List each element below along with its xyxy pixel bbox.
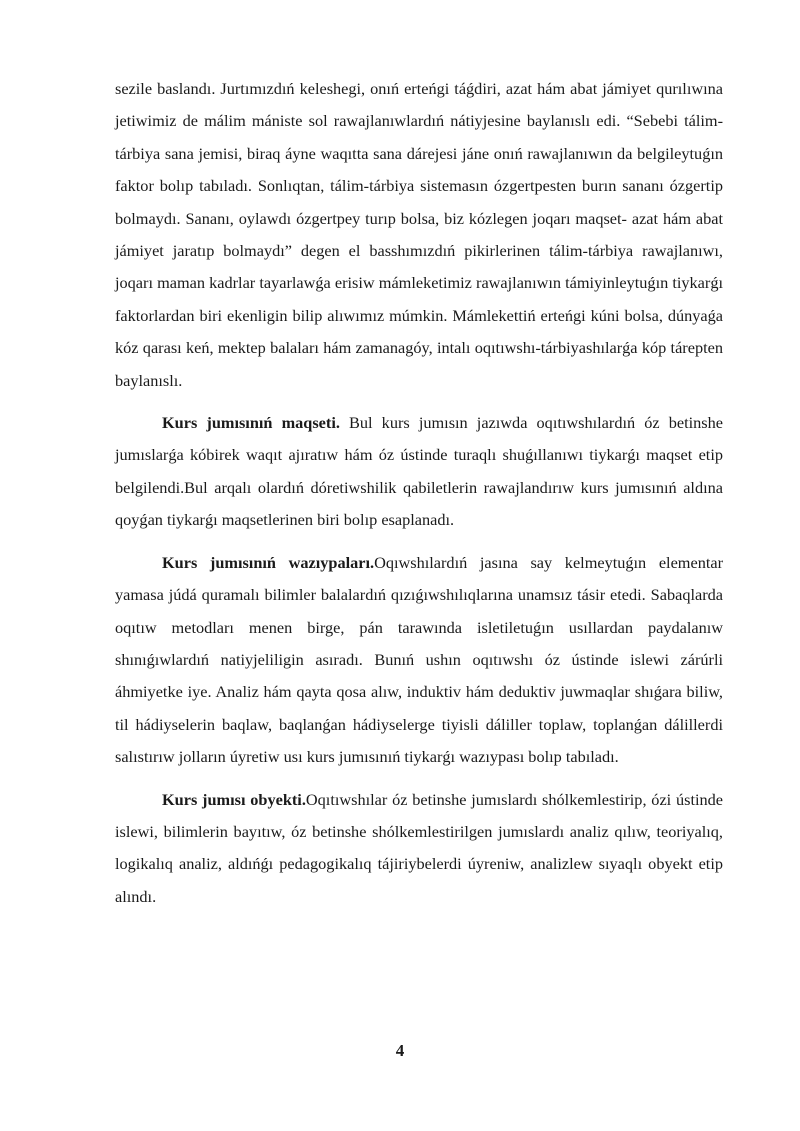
paragraph-intro-continuation [115,73,723,397]
paragraph-text: sezile baslandı. Jurtımızdıń keleshegi, onıń erteńgi táǵdiri, azat hám abat jámiyet qurılıwına jetiwimiz de málim mániste sol rawajlanıwlardıń nátiyjesine baylanıslı edi. “Sebebi tálim-tárbiya sana jemisi, biraq áyne waqıtta sana dárejesi jáne onıń rawajlanıwın da belgileytuǵın faktor bolıp tabıladı. Sonlıqtan, tálim-tárbiya sistemasın ózgertpesten burın sananı ózgertip bolmaydı. Sananı, oylawdı ózgertpey turıp bolsa, biz kózlegen joqarı maqset- azat hám abat jámiyet jaratıp bolmaydı” degen el basshımızdıń pikirlerinen tálim-tárbiya rawajlanıwı, joqarı maman kadrlar tayarlawǵa erisiw mámleketimiz rawajlanıwın támiyinleytuǵın tiykarǵı faktorlardan biri ekenligin bilip alıwımız múmkin. Mámlekettiń erteńgi kúni bolsa, dúnyaǵa kóz qarası keń, mektep balaları hám zamanagóy, intalı oqıtıwshı-tárbiyashılarǵa kóp tárepten baylanıslı. [115,79,723,390]
paragraph-text: Bul kurs jumısın jazıwda oqıtıwshılardıń óz betinshe jumıslarǵa kóbirek waqıt ajıratıw hám óz ústinde turaqlı shuǵıllanıwı tiykarǵı maqset etip belgilendi.Bul arqalı olardıń dóretiwshilik qabiletlerin rawajlandırıw kurs jumısınıń aldına qoyǵan tiykarǵı maqsetlerinen biri bolıp esaplanadı. [115,413,723,530]
paragraph-text: Oqıwshılardıń jasına say kelmeytuǵın elementar yamasa júdá quramalı bilimler balalardıń qızıǵıwshılıqlarına unamsız tásir etedi. Sabaqlarda oqıtıw metodları menen birge, pán tarawında isletiletuǵın usıllardan paydalanıw shınıǵıwlardıń natiyjeliligin asıradı. Bunıń ushın oqıtıwshı óz ústinde islewi zárúrli áhmiyetke iye. Analiz hám qayta qosa alıw, induktiv hám deduktiv juwmaqlar shıǵara biliw, til hádiyselerin baqlaw, baqlanǵan hádiyselerge tiyisli dáliller toplaw, toplanǵan dálillerdi salıstırıw jolların úyretiw usı kurs jumısınıń tiykarǵı wazıypası bolıp tabıladı. [115,552,724,767]
page-number: 4 [395,1041,405,1060]
paragraph-course-goal [115,407,723,537]
paragraph-course-tasks [115,547,723,774]
paragraph-text: Oqıtıwshılar óz betinshe jumıslardı shólkemlestirip, ózi ústinde islewi, bilimlerin bayıtıw, óz betinshe shólkemlestirilgen jumıslardı analiz qılıw, teoriyalıq, logikalıq analiz, aldıńǵı pedagogikalıq tájiriybelerdi úyreniw, analizlew sıyaqlı obyekt etip alındı. [115,789,723,906]
section-heading-goal: Kurs jumısınıń maqseti. [162,413,340,433]
document-body [115,73,723,913]
section-heading-tasks: Kurs jumısınıń wazıypaları. [162,552,375,572]
section-heading-object: Kurs jumısı obyekti. [162,789,306,809]
paragraph-course-object [115,784,723,914]
